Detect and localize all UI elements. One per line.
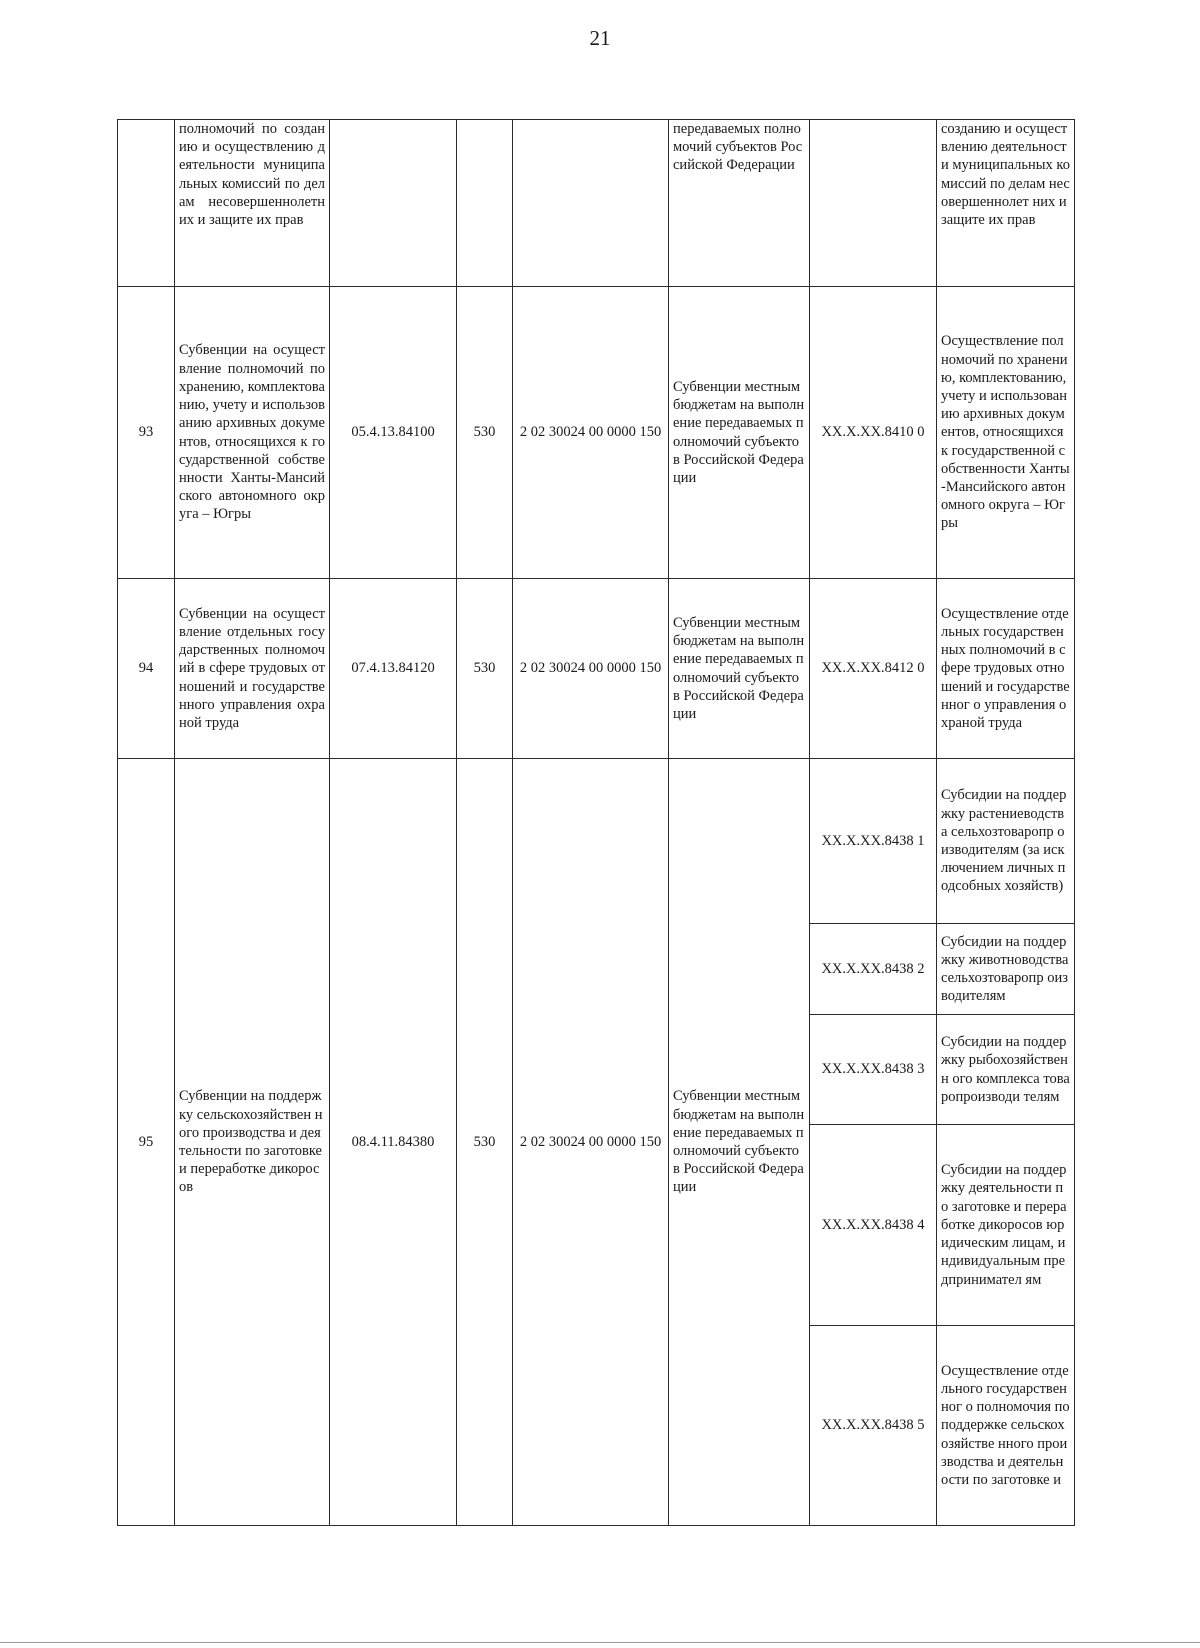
direction-description: Осуществление полномочий по хранению, комплектованию, учету и использованию архивных документов, относящихся к государственной собственности Ханты-Мансийского автономного округа – Югры (941, 333, 1070, 532)
direction-description: Осуществление отдельных государственных полномочий в сфере трудовых отношений и государственног о управления охраной труда (941, 605, 1070, 731)
table-row (118, 287, 1075, 579)
revenue-code-cell: 2 02 30024 00 0000 150 (513, 579, 669, 759)
direction-description-cell (937, 579, 1075, 759)
target-code-cell: 08.4.11.84380 (330, 759, 457, 1526)
table-row-continuation (118, 120, 1075, 287)
transfer-type-cell (669, 120, 810, 287)
target-code-cell (330, 120, 457, 287)
row-number-cell: 94 (118, 579, 175, 759)
transfer-type: Субвенции местным бюджетам на выполнение передаваемых полномочий субъектов Российской Федерации (673, 614, 805, 722)
target-code-cell: 07.4.13.84120 (330, 579, 457, 759)
direction-description-cell (937, 1015, 1075, 1125)
direction-code-cell (810, 120, 937, 287)
direction-code-cell: XX.X.XX.8438 2 (810, 924, 937, 1015)
row-number-cell: 93 (118, 287, 175, 579)
expense-type-cell (457, 120, 513, 287)
direction-description: Субсидии на поддержку животноводства сельхозтоваропр оизводителям (941, 933, 1069, 1005)
row-number-cell (118, 120, 175, 287)
direction-description-cell (937, 1125, 1075, 1326)
transfer-type: Субвенции местным бюджетам на выполнение передаваемых полномочий субъектов Российской Федерации (673, 378, 805, 486)
expense-type-cell: 530 (457, 759, 513, 1526)
page-number: 21 (589, 26, 611, 50)
direction-description: Субсидии на поддержку рыбохозяйственн ого комплекса товаропроизводи телям (941, 1034, 1070, 1105)
transfer-type-cell (669, 759, 810, 1526)
table-row (118, 759, 1075, 924)
measure-name: Субвенции на поддержку сельскохозяйствен ного производства и деятельности по заготовке и переработке дикоросов (179, 1088, 323, 1196)
transfer-type: Субвенции местным бюджетам на выполнение передаваемых полномочий субъектов Российской Федерации (673, 1088, 805, 1196)
measure-name: Субвенции на осуществление полномочий по хранению, комплектованию, учету и использованию архивных документов, относящихся к государственной собственности Ханты-Мансийского автономного округа – Югры (179, 342, 325, 523)
expense-type-cell: 530 (457, 287, 513, 579)
transfer-type-cell (669, 287, 810, 579)
direction-code-cell: XX.X.XX.8438 4 (810, 1125, 937, 1326)
measure-name: полномочий по созданию и осуществлению деятельности муниципальных комиссий по делам несовершеннолетн их и защите их прав (179, 121, 325, 229)
direction-description: Субсидии на поддержку деятельности по заготовке и переработке дикоросов юридическим лицам, индивидуальным предпринимател ям (941, 1162, 1067, 1288)
direction-description: Субсидии на поддержку растениеводства сельхозтоваропр оизводителям (за исключением личных подсобных хозяйств) (941, 787, 1067, 895)
budget-codes-table (117, 119, 1075, 1526)
measure-name-cell (175, 759, 330, 1526)
revenue-code-cell: 2 02 30024 00 0000 150 (513, 287, 669, 579)
table-row (118, 579, 1075, 759)
measure-name-cell (175, 287, 330, 579)
revenue-code-cell: 2 02 30024 00 0000 150 (513, 759, 669, 1526)
transfer-type-cell (669, 579, 810, 759)
direction-code-cell: XX.X.XX.8412 0 (810, 579, 937, 759)
row-number-cell: 95 (118, 759, 175, 1526)
direction-description-cell (937, 924, 1075, 1015)
page-bottom-rule (0, 1642, 1200, 1643)
direction-description: Осуществление отдельного государственног о полномочия по поддержке сельскохозяйстве нного производства и деятельности по заготовке и (941, 1362, 1070, 1488)
direction-description-cell (937, 759, 1075, 924)
measure-name-cell (175, 579, 330, 759)
direction-code-cell: XX.X.XX.8438 1 (810, 759, 937, 924)
direction-code-cell: XX.X.XX.8410 0 (810, 287, 937, 579)
direction-description: созданию и осуществлению деятельности муниципальных комиссий по делам несовершеннолет них и защите их прав (941, 121, 1070, 229)
direction-description-cell (937, 120, 1075, 287)
measure-name-cell (175, 120, 330, 287)
transfer-type: передаваемых полномочий субъектов Российской Федерации (673, 121, 803, 174)
direction-description-cell (937, 1326, 1075, 1526)
direction-code-cell: XX.X.XX.8438 5 (810, 1326, 937, 1526)
revenue-code-cell (513, 120, 669, 287)
measure-name: Субвенции на осуществление отдельных государственных полномочий в сфере трудовых отношений и государственного управления охраной труда (179, 605, 325, 731)
direction-code-cell: XX.X.XX.8438 3 (810, 1015, 937, 1125)
expense-type-cell: 530 (457, 579, 513, 759)
target-code-cell: 05.4.13.84100 (330, 287, 457, 579)
direction-description-cell (937, 287, 1075, 579)
